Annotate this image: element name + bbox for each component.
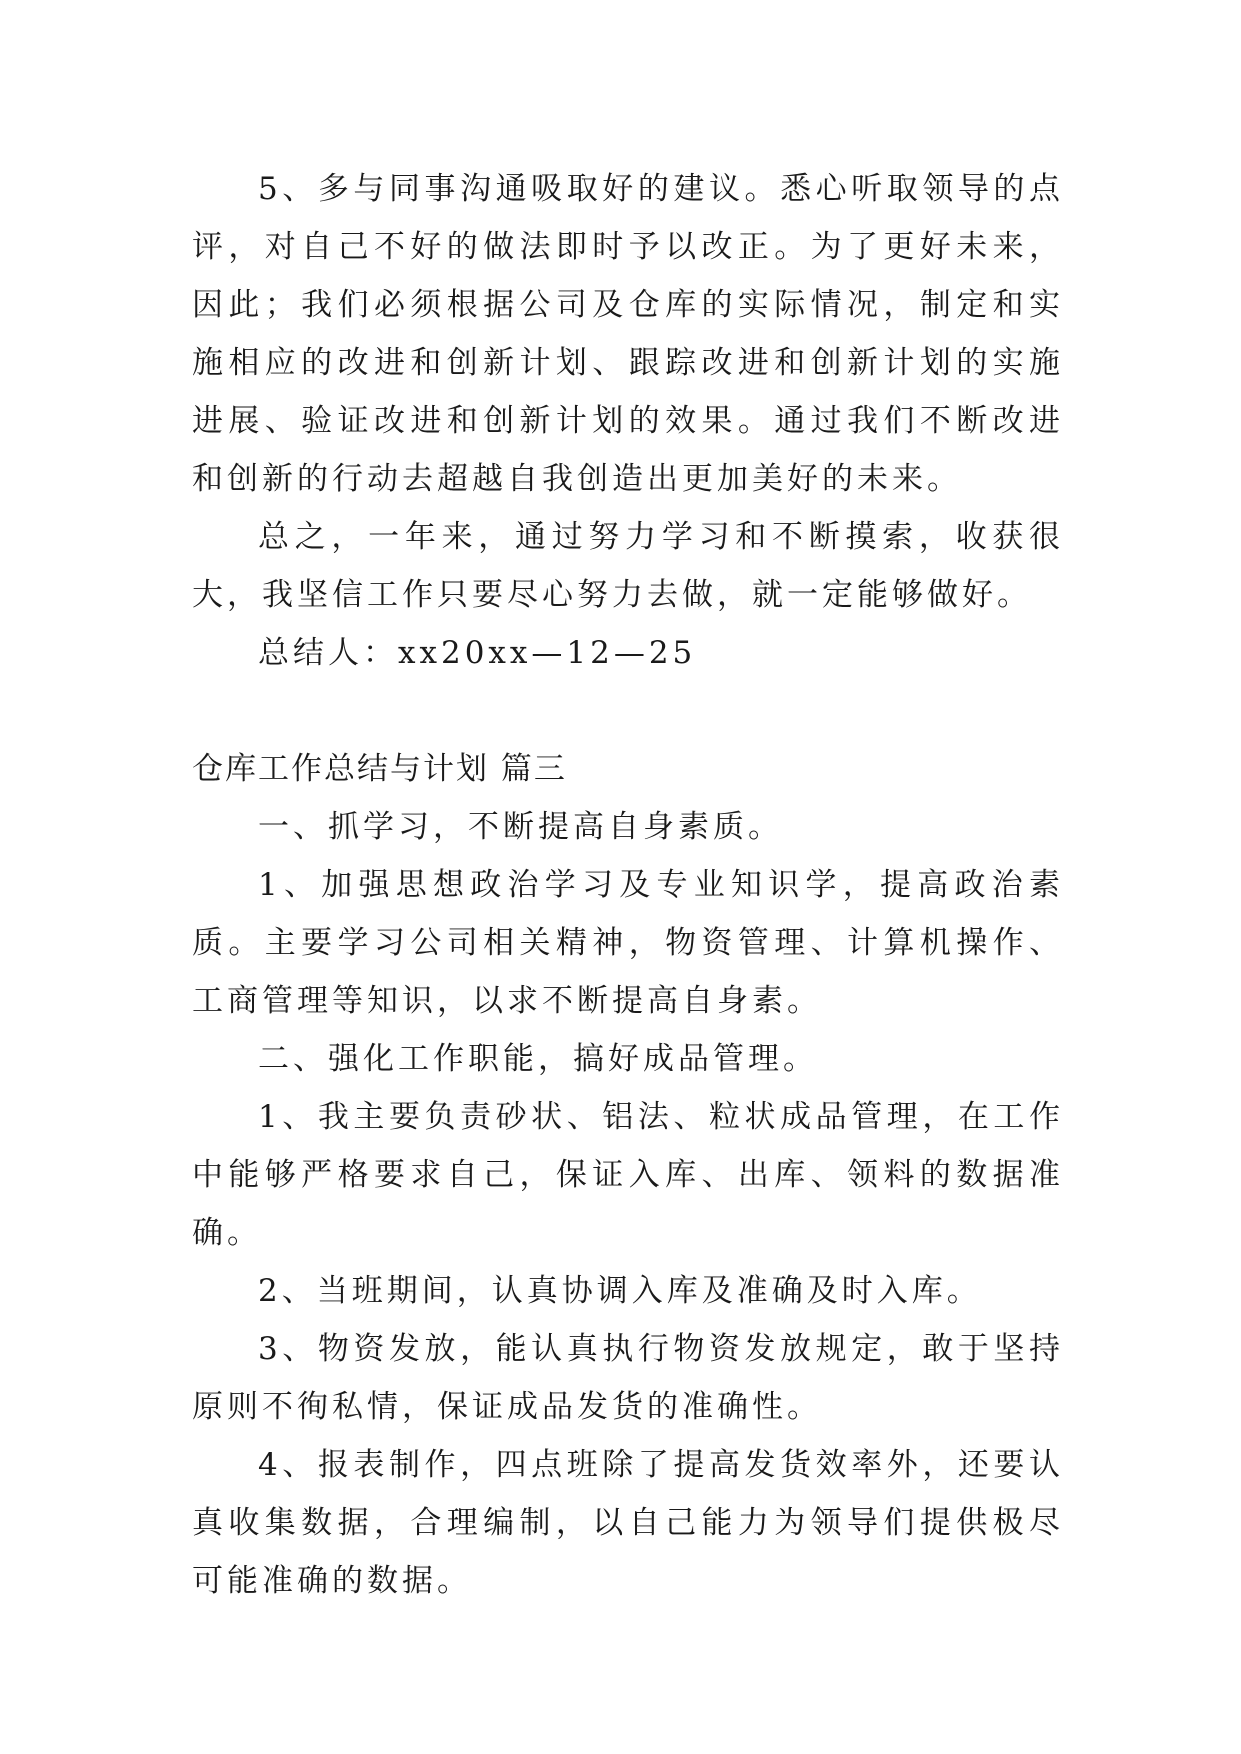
heading-management: 二、强化工作职能，搞好成品管理。 xyxy=(258,1041,818,1077)
paragraph-management-1: 1、我主要负责砂状、铝法、粒状成品管理，在工作中能够严格要求自己，保证入库、出库、领料的数据准确。 xyxy=(192,1099,1064,1251)
paragraph-signature: 总结人：xx20xx—12—25 xyxy=(258,635,697,671)
paragraph-communication: 5、多与同事沟通吸取好的建议。悉心听取领导的点评，对自己不好的做法即时予以改正。为了更好未来，因此；我们必须根据公司及仓库的实际情况，制定和实施相应的改进和创新计划、跟踪改进和创新计划的实施进展、验证改进和创新计划的效果。通过我们不断改进和创新的行动去超越自我创造出更加美好的未来。 xyxy=(192,171,1064,497)
paragraph-study-1: 1、加强思想政治学习及专业知识学，提高政治素质。主要学习公司相关精神，物资管理、计算机操作、工商管理等知识，以求不断提高自身素。 xyxy=(192,867,1064,1019)
section-title: 仓库工作总结与计划 篇三 xyxy=(192,751,567,787)
document-body xyxy=(192,160,1064,1610)
paragraph-management-2: 2、当班期间，认真协调入库及准确及时入库。 xyxy=(258,1273,982,1309)
paragraph-management-3: 3、物资发放，能认真执行物资发放规定，敢于坚持原则不徇私情，保证成品发货的准确性。 xyxy=(192,1331,1064,1425)
paragraph-management-4: 4、报表制作，四点班除了提高发货效率外，还要认真收集数据，合理编制，以自己能力为领导们提供极尽可能准确的数据。 xyxy=(192,1447,1064,1599)
paragraph-summary: 总之，一年来，通过努力学习和不断摸索，收获很大，我坚信工作只要尽心努力去做，就一定能够做好。 xyxy=(192,519,1064,613)
heading-study: 一、抓学习，不断提高自身素质。 xyxy=(258,809,783,845)
